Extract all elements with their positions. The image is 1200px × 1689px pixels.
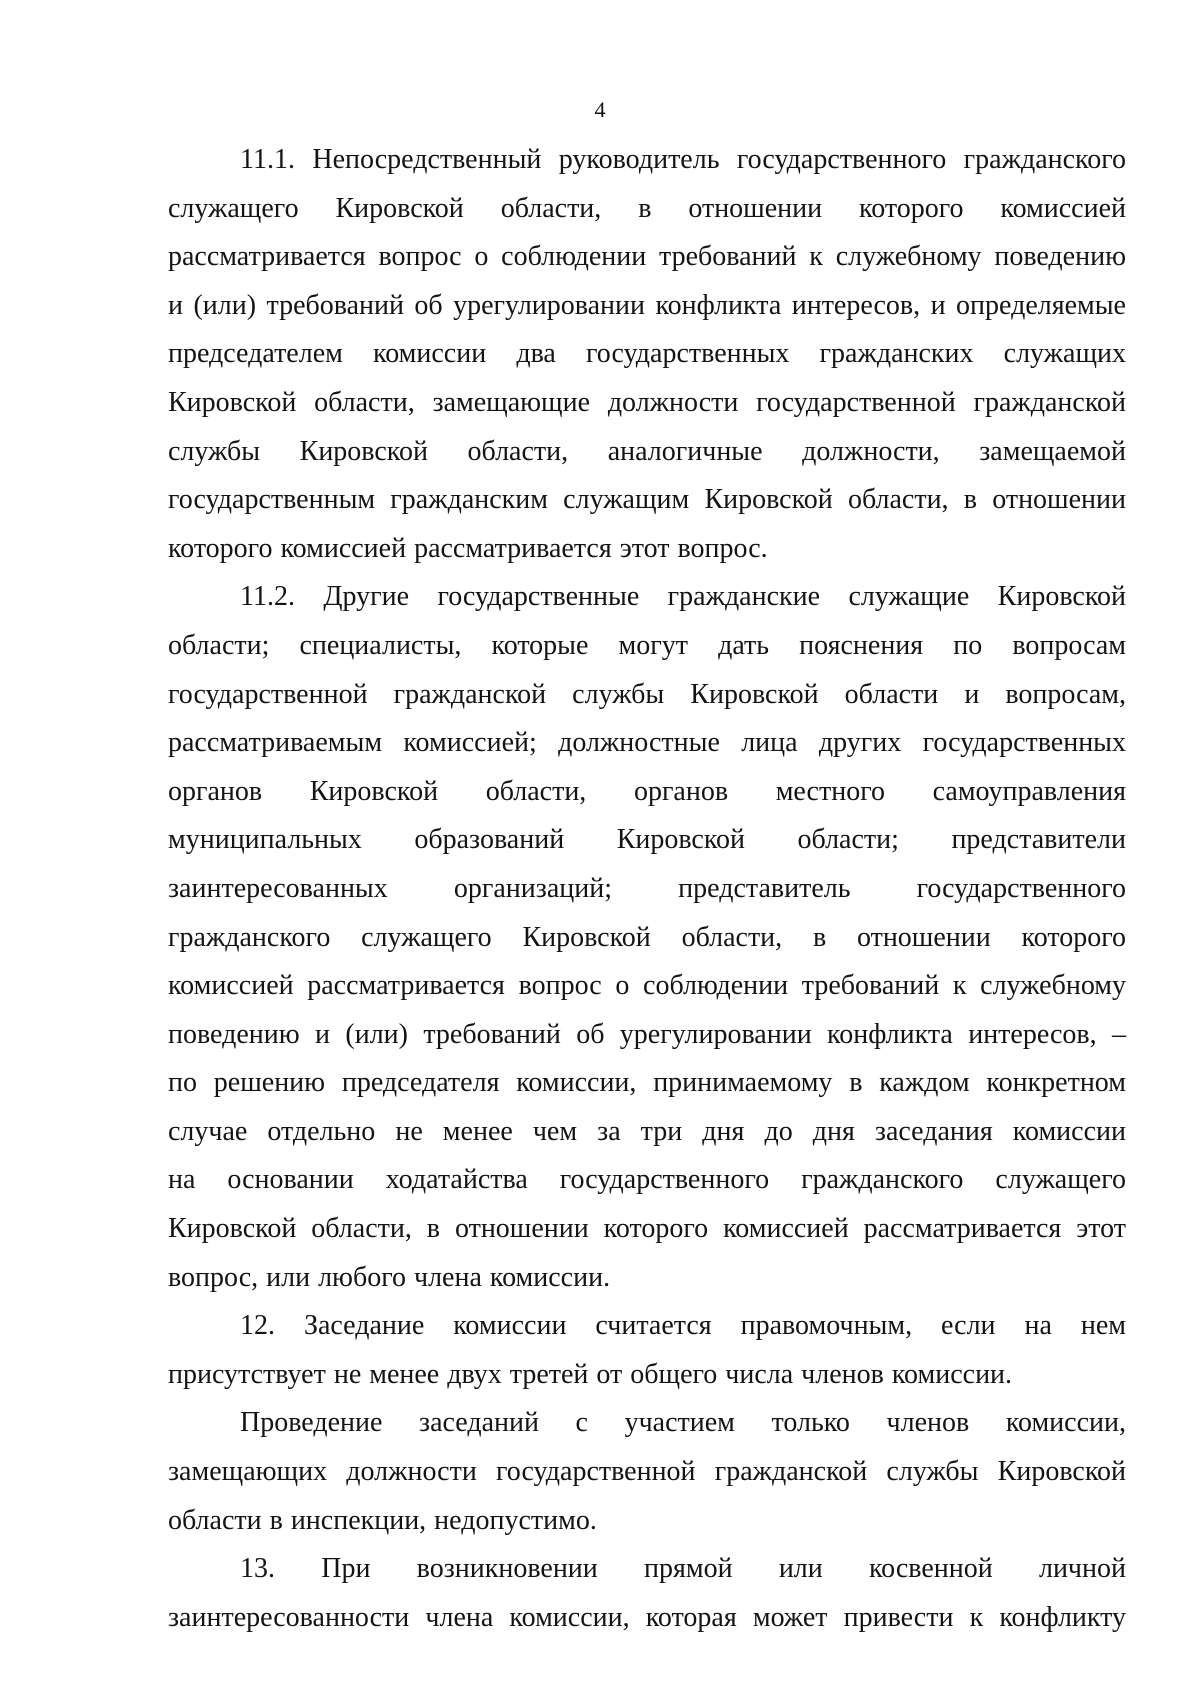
text-line: службы Кировской области, аналогичные должности, замещаемой xyxy=(168,435,1126,467)
text-line: и (или) требований об урегулировании конфликта интересов, и определяемые xyxy=(168,289,1126,321)
text-line: комиссией рассматривается вопрос о соблюдении требований к служебному xyxy=(168,970,1126,1002)
text-line: 11.2. Другие государственные гражданские служащие Кировской xyxy=(240,581,1126,613)
text-line: государственным гражданским служащим Кировской области, в отношении xyxy=(168,484,1126,516)
text-line: области в инспекции, недопустимо. xyxy=(168,1504,597,1536)
text-line: области; специалисты, которые могут дать пояснения по вопросам xyxy=(168,629,1126,661)
text-line: которого комиссией рассматривается этот вопрос. xyxy=(168,532,768,564)
text-line: случае отдельно не менее чем за три дня до дня заседания комиссии xyxy=(168,1115,1126,1147)
text-line: 12. Заседание комиссии считается правомочным, если на нем xyxy=(240,1310,1126,1342)
text-line: вопрос, или любого члена комиссии. xyxy=(168,1261,611,1293)
paragraph-11-1 xyxy=(168,136,1126,573)
text-line: 11.1. Непосредственный руководитель государственного гражданского xyxy=(240,144,1126,175)
document-body xyxy=(168,136,1126,1642)
page-number: 4 xyxy=(594,97,606,122)
text-line: 13. При возникновении прямой или косвенной личной xyxy=(240,1553,1126,1585)
paragraph-12-second xyxy=(168,1399,1126,1545)
text-line: присутствует не менее двух третей от общего числа членов комиссии. xyxy=(168,1358,1013,1390)
text-line: на основании ходатайства государственного гражданского служащего xyxy=(168,1164,1126,1196)
text-line: рассматривается вопрос о соблюдении требований к служебному поведению xyxy=(168,241,1126,273)
text-line: Проведение заседаний с участием только членов комиссии, xyxy=(240,1407,1126,1439)
text-line: муниципальных образований Кировской области; представители xyxy=(168,824,1126,856)
text-line: служащего Кировской области, в отношении которого комиссией xyxy=(168,192,1126,224)
text-line: гражданского служащего Кировской области, в отношении которого xyxy=(168,921,1126,953)
text-line: заинтересованности члена комиссии, которая может привести к конфликту xyxy=(168,1601,1126,1633)
text-line: поведению и (или) требований об урегулировании конфликта интересов, – xyxy=(168,1018,1126,1050)
paragraph-12 xyxy=(168,1302,1126,1399)
text-line: органов Кировской области, органов местного самоуправления xyxy=(168,775,1126,807)
text-line: Кировской области, замещающие должности государственной гражданской xyxy=(168,386,1126,418)
text-line: рассматриваемым комиссией; должностные лица других государственных xyxy=(168,727,1126,759)
text-line: по решению председателя комиссии, принимаемому в каждом конкретном xyxy=(168,1067,1126,1099)
paragraph-13 xyxy=(168,1545,1126,1642)
text-line: заинтересованных организаций; представитель государственного xyxy=(168,872,1126,904)
text-line: государственной гражданской службы Кировской области и вопросам, xyxy=(168,678,1126,710)
text-line: замещающих должности государственной гражданской службы Кировской xyxy=(168,1456,1126,1488)
text-line: председателем комиссии два государственных гражданских служащих xyxy=(168,338,1126,370)
paragraph-11-2 xyxy=(168,573,1126,1302)
text-line: Кировской области, в отношении которого комиссией рассматривается этот xyxy=(168,1213,1126,1245)
